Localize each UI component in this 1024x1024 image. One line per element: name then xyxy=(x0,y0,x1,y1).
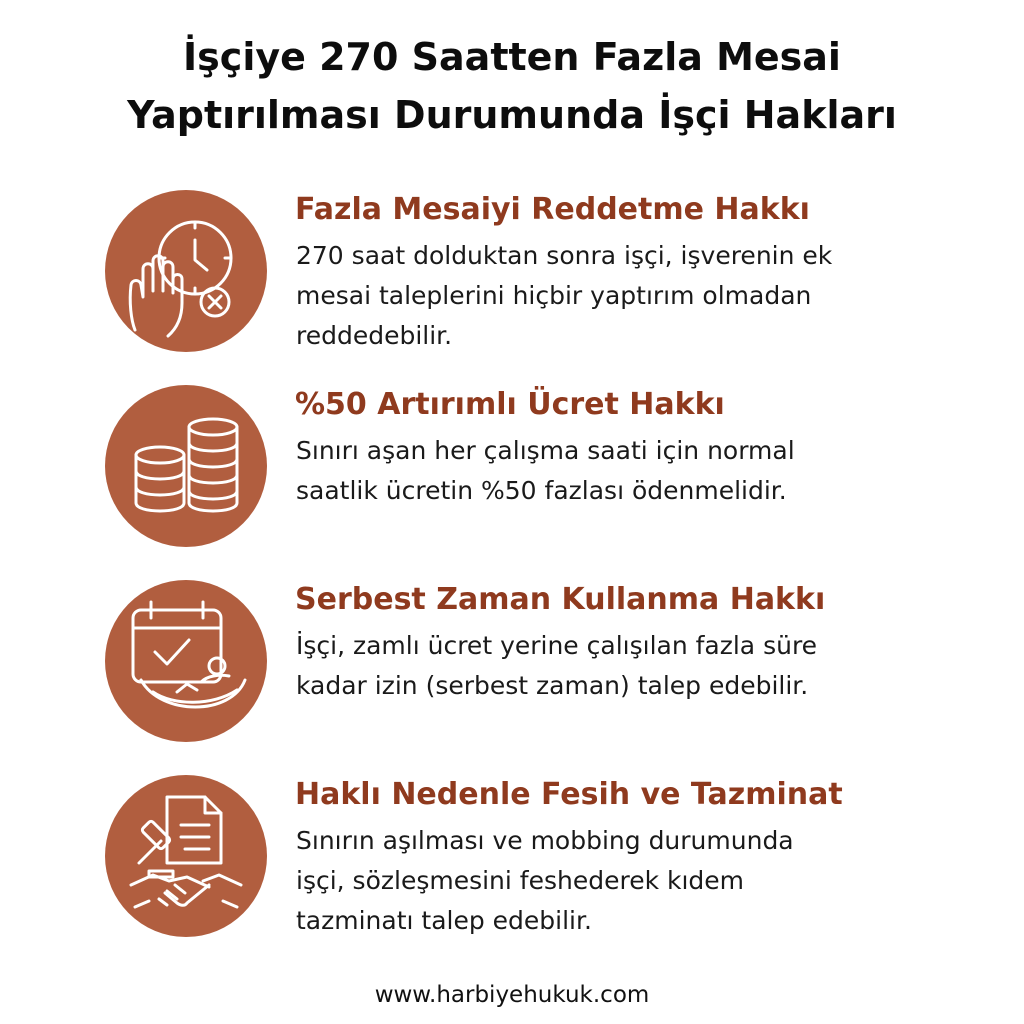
item-title: Fazla Mesaiyi Reddetme Hakkı xyxy=(295,192,810,227)
item-description-line: reddedebilir. xyxy=(296,321,453,350)
item-description-line: İşçi, zamlı ücret yerine çalışılan fazla süre xyxy=(296,631,818,660)
item-description xyxy=(296,236,936,356)
item-description xyxy=(296,821,936,941)
item-description-line: saatlik ücretin %50 fazlası ödenmelidir. xyxy=(296,476,787,505)
page-title-line-2: Yaptırılması Durumunda İşçi Hakları xyxy=(127,93,897,137)
item-description-line: Sınırın aşılması ve mobbing durumunda xyxy=(296,826,794,855)
item-title: Haklı Nedenle Fesih ve Tazminat xyxy=(295,777,843,812)
item-title: Serbest Zaman Kullanma Hakkı xyxy=(295,582,826,617)
hand-clock-refuse-icon xyxy=(105,190,267,352)
page-title xyxy=(0,28,1024,144)
gavel-handshake-icon xyxy=(105,775,267,937)
item-title: %50 Artırımlı Ücret Hakkı xyxy=(295,387,725,422)
item-description xyxy=(296,431,936,511)
calendar-hammock-icon xyxy=(105,580,267,742)
website-link[interactable]: www.harbiyehukuk.com xyxy=(374,982,650,1008)
page-title-line-1: İşçiye 270 Saatten Fazla Mesai xyxy=(183,35,841,79)
item-description-line: işçi, sözleşmesini feshederek kıdem xyxy=(296,866,745,895)
item-description xyxy=(296,626,936,706)
item-description-line: Sınırı aşan her çalışma saati için normal xyxy=(296,436,795,465)
coin-stacks-icon xyxy=(105,385,267,547)
item-description-line: tazminatı talep edebilir. xyxy=(296,906,592,935)
item-description-line: mesai taleplerini hiçbir yaptırım olmadan xyxy=(296,281,812,310)
item-description-line: kadar izin (serbest zaman) talep edebilir. xyxy=(296,671,809,700)
item-description-line: 270 saat dolduktan sonra işçi, işverenin ek xyxy=(296,241,833,270)
